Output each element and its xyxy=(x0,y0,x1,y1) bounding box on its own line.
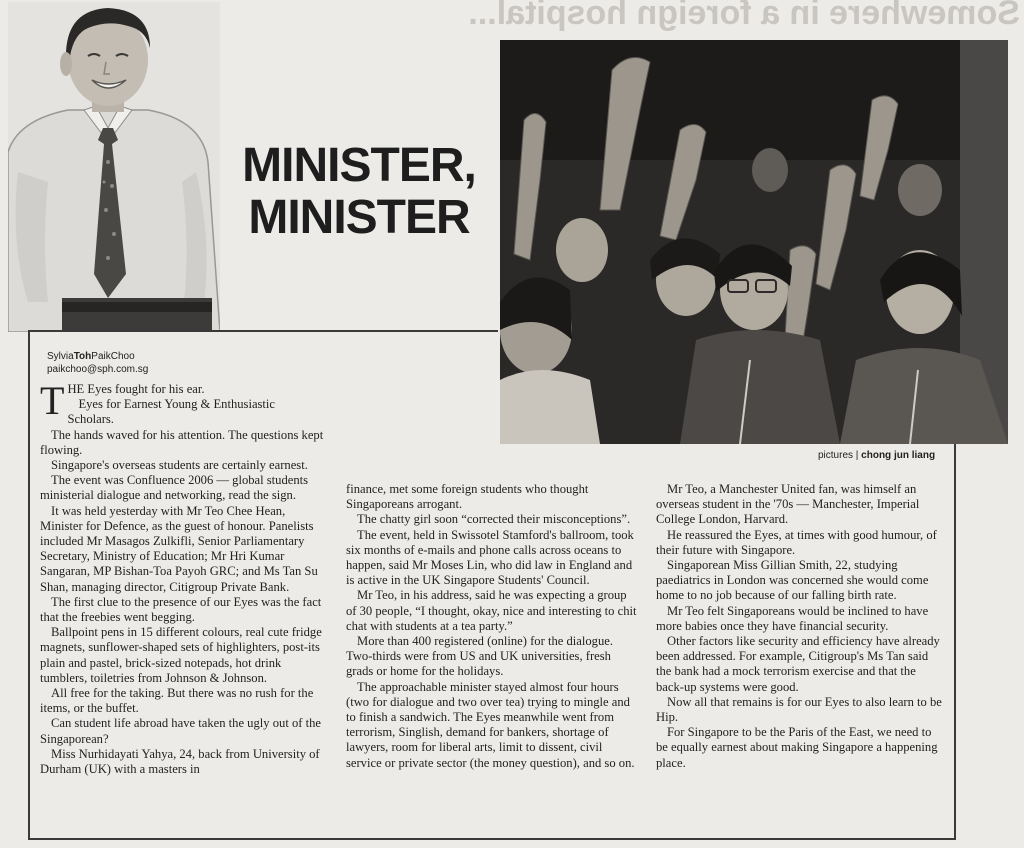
paragraph: Mr Teo felt Singaporeans would be inclined to have more babies once they have financial security. xyxy=(656,603,929,633)
article-column-1 xyxy=(40,378,324,777)
paragraph: It was held yesterday with Mr Teo Chee Hean, Minister for Defence, as the guest of honour. Panelists included Mr Masagos Zulkifli, Senior Parliamentary Secretary, Ministry of Education; Mr Hri Kumar Sangaran, MP Bishan-Toa Payoh GRC; and Ms Tan Su Shan, managing director, Citigroup Private Bank. xyxy=(40,503,318,594)
photo-credit-prefix: pictures | xyxy=(818,450,859,461)
article-column-3 xyxy=(656,482,946,771)
paragraph: The event was Confluence 2006 — global students ministerial dialogue and networking, read the sign. xyxy=(40,473,309,503)
paragraph: More than 400 registered (online) for the dialogue. Two-thirds were from US and UK universities, fresh grads or home for the holidays. xyxy=(346,634,613,679)
byline-author: SylviaTohPaikChoo xyxy=(47,351,135,362)
photo-students xyxy=(500,40,1008,444)
paragraph: Mr Teo, in his address, said he was expecting a group of 30 people, “I thought, okay, nice and interesting to chit chat with students at a tea party.” xyxy=(346,588,637,633)
paragraph: The first clue to the presence of our Eyes was the fact that the freebies went begging. xyxy=(40,594,322,625)
paragraph: The chatty girl soon “corrected their misconceptions”. xyxy=(357,512,631,527)
paragraph: Ballpoint pens in 15 different colours, real cute fridge magnets, sunflower-shaped sets of highlighters, post-its plain and pastel, brick-sized notepads, hot drink tumblers, toiletries from Johnson & Johnson. xyxy=(40,625,322,685)
paragraph: The approachable minister stayed almost four hours (two for dialogue and two over tea) trying to mingle and to finish a sandwich. The Eyes meanwhile went from terrorism, Singlish, demand for bankers, shortage of lawyers, room for liberal arts, limit to dissent, civil service or private sector (the money question), and so on. xyxy=(346,679,635,770)
paragraph: Miss Nurhidayati Yahya, 24, back from University of Durham (UK) with a masters in xyxy=(40,746,320,777)
byline-email[interactable]: paikchoo@sph.com.sg xyxy=(47,364,149,375)
paragraph: The hands waved for his attention. The questions kept flowing. xyxy=(40,427,324,457)
headline xyxy=(214,140,504,244)
paragraph: Can student life abroad have taken the ugly out of the Singaporean? xyxy=(40,716,321,746)
paragraph: He reassured the Eyes, at times with good humour, of their future with Singapore. xyxy=(656,527,937,557)
headline-line-2: MINISTER xyxy=(248,191,470,244)
headline-line-1: MINISTER, xyxy=(242,139,476,192)
paragraph: Other factors like security and efficiency have already been addressed. For example, Citigroup's Ms Tan said the bank had a mock terrorism exercise and that the back-up systems were good. xyxy=(656,634,940,694)
paragraph: finance, met some foreign students who thought Singaporeans arrogant. xyxy=(346,482,589,512)
paragraph: Now all that remains is for our Eyes to also learn to be Hip. xyxy=(656,694,942,725)
paragraph: For Singapore to be the Paris of the East, we need to be equally earnest about making Singapore a happening place. xyxy=(656,725,938,770)
paragraph: Singaporean Miss Gillian Smith, 22, studying paediatrics in London was concerned she would come home to no job because of our falling birth rate. xyxy=(656,558,929,603)
byline xyxy=(47,350,148,376)
article-column-2 xyxy=(346,482,638,771)
photo-minister xyxy=(8,2,220,332)
paragraph: All free for the taking. But there was no rush for the items, or the buffet. xyxy=(40,686,314,716)
drop-cap: T xyxy=(40,378,65,423)
lead-paragraph: THE Eyes fought for his ear. Eyes for Earnest Young & Enthusiastic Scholars. xyxy=(40,378,276,427)
paragraph: The event, held in Swissotel Stamford's ballroom, took six months of e-mails and phone calls across oceans to happen, said Mr Moses Lin, who did law in England and is active in the UK Singapore Students' Council. xyxy=(346,527,634,588)
photo-credit-name: chong jun liang xyxy=(861,450,936,461)
paragraph: Singapore's overseas students are certainly earnest. xyxy=(51,458,308,473)
bleed-through-text: Somewhere in a foreign hospital... xyxy=(468,0,1020,32)
paragraph: Mr Teo, a Manchester United fan, was himself an overseas student in the '70s — Manchester, Imperial College London, Harvard. xyxy=(656,482,920,527)
